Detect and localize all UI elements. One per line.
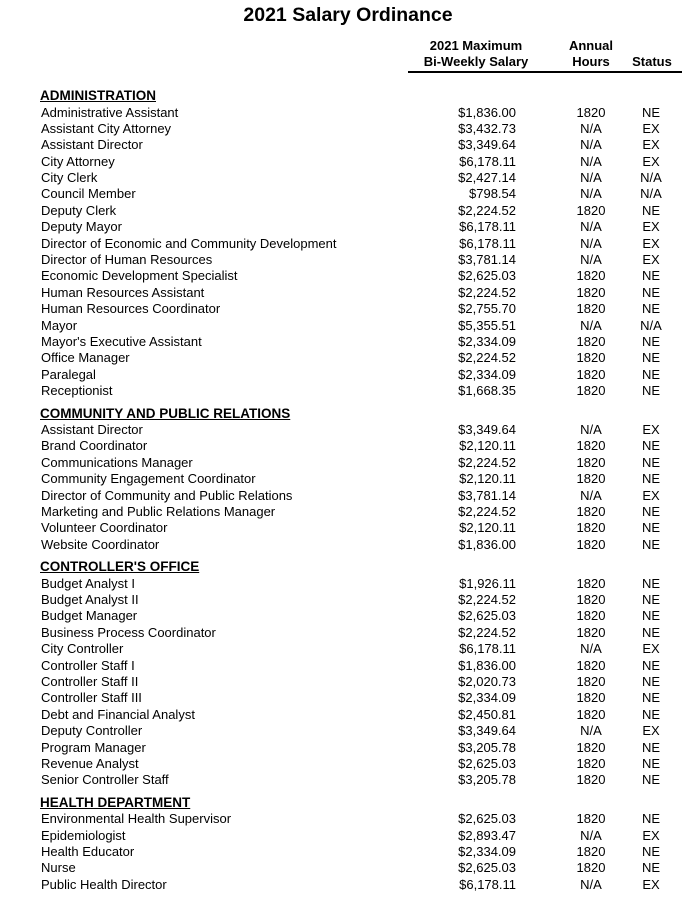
- job-title: Receptionist: [41, 383, 113, 399]
- job-title: Director of Human Resources: [41, 252, 213, 268]
- section: [0, 559, 696, 789]
- job-title: City Clerk: [41, 170, 98, 186]
- salary-value: $5,355.51: [458, 317, 516, 333]
- status-value: NE: [641, 811, 661, 827]
- salary-value: $2,120.11: [459, 520, 516, 536]
- status-value: NE: [641, 536, 661, 552]
- table-row: [0, 154, 696, 170]
- job-title: Deputy Mayor: [41, 219, 122, 235]
- table-row: [0, 438, 696, 454]
- hours-value: 1820: [576, 202, 606, 218]
- status-value: NE: [641, 104, 661, 120]
- table-row: [0, 219, 696, 235]
- salary-value: $1,836.00: [458, 104, 516, 120]
- hours-value: 1820: [576, 690, 606, 706]
- salary-value: $3,349.64: [458, 422, 516, 438]
- table-row: [0, 772, 696, 788]
- salary-value: $6,178.11: [459, 641, 516, 657]
- table-row: [0, 608, 696, 624]
- table-row: [0, 252, 696, 268]
- hours-value: 1820: [576, 608, 606, 624]
- job-title: Revenue Analyst: [41, 755, 139, 771]
- salary-value: $2,224.52: [458, 503, 516, 519]
- salary-value: $2,120.11: [459, 438, 516, 454]
- job-title: Mayor's Executive Assistant: [41, 333, 202, 349]
- job-title: Deputy Clerk: [41, 202, 117, 218]
- hours-value: 1820: [576, 438, 606, 454]
- job-title: Marketing and Public Relations Manager: [41, 503, 276, 519]
- table-row: [0, 576, 696, 592]
- salary-value: $6,178.11: [459, 219, 516, 235]
- job-title: Assistant Director: [41, 422, 143, 438]
- salary-value: $1,836.00: [458, 536, 516, 552]
- status-value: NE: [641, 860, 661, 876]
- job-title: Economic Development Specialist: [41, 268, 238, 284]
- hours-value: 1820: [576, 844, 606, 860]
- hours-value: N/A: [580, 827, 602, 843]
- status-value: NE: [641, 383, 661, 399]
- salary-value: $1,668.35: [458, 383, 516, 399]
- job-title: Website Coordinator: [41, 536, 160, 552]
- salary-table: [0, 88, 696, 899]
- status-value: EX: [642, 137, 660, 153]
- status-value: EX: [642, 235, 660, 251]
- table-row: [0, 121, 696, 137]
- hours-value: 1820: [576, 860, 606, 876]
- salary-value: $3,205.78: [458, 739, 516, 755]
- salary-value: $2,224.52: [458, 202, 516, 218]
- status-value: NE: [641, 592, 661, 608]
- status-value: EX: [642, 252, 660, 268]
- job-title: Assistant Director: [41, 137, 143, 153]
- status-value: EX: [642, 153, 660, 169]
- salary-value: $2,334.09: [458, 366, 516, 382]
- salary-value: $2,450.81: [458, 706, 516, 722]
- job-title: Nurse: [41, 860, 76, 876]
- hours-value: 1820: [576, 674, 606, 689]
- hours-value: 1820: [576, 536, 606, 552]
- status-value: EX: [642, 219, 660, 235]
- job-title: Controller Staff III: [41, 690, 142, 706]
- status-value: NE: [641, 268, 661, 284]
- table-row: [0, 455, 696, 471]
- salary-value: $3,781.14: [458, 487, 516, 503]
- status-value: NE: [641, 772, 661, 788]
- table-row: [0, 350, 696, 366]
- job-title: Public Health Director: [41, 876, 167, 892]
- hours-value: 1820: [576, 284, 606, 300]
- table-row: [0, 186, 696, 202]
- hours-value: 1820: [576, 592, 606, 608]
- salary-value: $2,120.11: [459, 471, 516, 487]
- table-row: [0, 422, 696, 438]
- hours-value: N/A: [580, 252, 602, 268]
- table-row: [0, 334, 696, 350]
- salary-value: $3,349.64: [458, 137, 516, 153]
- table-row: [0, 367, 696, 383]
- status-value: EX: [642, 422, 660, 438]
- salary-value: $2,625.03: [458, 608, 516, 624]
- job-title: Mayor: [41, 317, 78, 333]
- hours-value: N/A: [580, 170, 602, 186]
- hours-value: 1820: [576, 350, 606, 366]
- job-title: Council Member: [41, 186, 136, 202]
- hours-value: 1820: [576, 454, 606, 470]
- status-value: NE: [641, 674, 661, 689]
- hours-value: N/A: [580, 219, 602, 235]
- job-title: Program Manager: [41, 739, 146, 755]
- table-row: [0, 641, 696, 657]
- salary-value: $2,334.09: [458, 690, 516, 706]
- status-value: NE: [641, 366, 661, 382]
- job-title: City Controller: [41, 641, 124, 657]
- status-value: EX: [642, 827, 660, 843]
- hours-value: N/A: [580, 120, 602, 136]
- column-header-salary-line1: 2021 Maximum: [429, 38, 523, 53]
- status-value: EX: [642, 723, 660, 739]
- hours-value: 1820: [576, 772, 606, 788]
- column-header-hours-line1: Annual: [568, 38, 614, 53]
- salary-value: $2,625.03: [458, 811, 516, 827]
- status-value: N/A: [640, 186, 662, 202]
- header-rule: [408, 71, 682, 73]
- table-row: [0, 592, 696, 608]
- salary-value: $2,224.52: [458, 592, 516, 608]
- job-title: Epidemiologist: [41, 827, 126, 843]
- status-value: NE: [641, 690, 661, 706]
- hours-value: 1820: [576, 657, 606, 673]
- salary-value: $2,625.03: [458, 860, 516, 876]
- section: [0, 795, 696, 893]
- job-title: Debt and Financial Analyst: [41, 706, 195, 722]
- table-row: [0, 537, 696, 553]
- table-row: [0, 520, 696, 536]
- table-row: [0, 318, 696, 334]
- table-row: [0, 740, 696, 756]
- salary-value: $2,625.03: [458, 755, 516, 771]
- job-title: Budget Analyst II: [41, 592, 139, 608]
- status-value: NE: [641, 503, 661, 519]
- table-row: [0, 137, 696, 153]
- status-value: NE: [641, 739, 661, 755]
- status-value: NE: [641, 844, 661, 860]
- hours-value: N/A: [580, 153, 602, 169]
- job-title: Director of Economic and Community Development: [41, 235, 337, 251]
- hours-value: 1820: [576, 383, 606, 399]
- status-value: NE: [641, 284, 661, 300]
- salary-value: $3,432.73: [458, 120, 516, 136]
- hours-value: 1820: [576, 503, 606, 519]
- job-title: Community Engagement Coordinator: [41, 471, 256, 487]
- hours-value: N/A: [580, 641, 602, 657]
- status-value: EX: [642, 876, 660, 892]
- status-value: NE: [641, 333, 661, 349]
- table-row: [0, 383, 696, 399]
- table-row: [0, 268, 696, 284]
- job-title: Environmental Health Supervisor: [41, 811, 232, 827]
- job-title: Administrative Assistant: [41, 104, 179, 120]
- table-row: [0, 471, 696, 487]
- table-row: [0, 504, 696, 520]
- document-title: 2021 Salary Ordinance: [243, 4, 453, 26]
- hours-value: N/A: [580, 317, 602, 333]
- hours-value: 1820: [576, 624, 606, 640]
- job-title: Human Resources Assistant: [41, 284, 205, 300]
- job-title: Director of Community and Public Relations: [41, 487, 293, 503]
- status-value: N/A: [640, 317, 662, 333]
- job-title: Senior Controller Staff: [41, 772, 169, 788]
- table-row: [0, 756, 696, 772]
- status-value: NE: [641, 520, 661, 536]
- hours-value: 1820: [576, 706, 606, 722]
- job-title: Assistant City Attorney: [41, 120, 172, 136]
- job-title: Brand Coordinator: [41, 438, 148, 454]
- table-row: [0, 488, 696, 504]
- status-value: NE: [641, 706, 661, 722]
- salary-value: $6,178.11: [459, 235, 516, 251]
- section: [0, 88, 696, 400]
- table-row: [0, 285, 696, 301]
- job-title: Budget Manager: [41, 608, 138, 624]
- table-row: [0, 301, 696, 317]
- salary-value: $3,205.78: [458, 772, 516, 788]
- table-row: [0, 860, 696, 876]
- salary-value: $2,625.03: [458, 268, 516, 284]
- table-row: [0, 828, 696, 844]
- status-value: NE: [641, 657, 661, 673]
- hours-value: 1820: [576, 755, 606, 771]
- salary-value: $3,349.64: [458, 723, 516, 739]
- salary-value: $3,781.14: [458, 252, 516, 268]
- hours-value: N/A: [580, 186, 602, 202]
- salary-value: $2,224.52: [458, 624, 516, 640]
- section-title: COMMUNITY AND PUBLIC RELATIONS: [40, 405, 291, 421]
- hours-value: 1820: [576, 301, 606, 317]
- status-value: NE: [641, 454, 661, 470]
- status-value: NE: [641, 575, 661, 591]
- hours-value: N/A: [580, 235, 602, 251]
- job-title: Business Process Coordinator: [41, 624, 216, 640]
- salary-value: $1,836.00: [458, 657, 516, 673]
- status-value: NE: [641, 471, 661, 487]
- hours-value: 1820: [576, 366, 606, 382]
- table-row: [0, 723, 696, 739]
- status-value: NE: [641, 755, 661, 771]
- table-row: [0, 811, 696, 827]
- hours-value: N/A: [580, 422, 602, 438]
- hours-value: N/A: [580, 137, 602, 153]
- hours-value: 1820: [576, 471, 606, 487]
- table-row: [0, 170, 696, 186]
- job-title: Controller Staff II: [41, 674, 139, 689]
- table-row: [0, 625, 696, 641]
- table-row: [0, 236, 696, 252]
- status-value: EX: [642, 641, 660, 657]
- hours-value: 1820: [576, 575, 606, 591]
- hours-value: N/A: [580, 723, 602, 739]
- status-value: NE: [641, 624, 661, 640]
- salary-value: $2,224.52: [458, 454, 516, 470]
- table-row: [0, 105, 696, 121]
- salary-value: $2,755.70: [458, 301, 516, 317]
- section: [0, 406, 696, 554]
- hours-value: N/A: [580, 876, 602, 892]
- salary-value: $798.54: [469, 186, 516, 202]
- column-header-salary-line2: Bi-Weekly Salary: [423, 54, 529, 69]
- status-value: N/A: [640, 170, 662, 186]
- hours-value: 1820: [576, 811, 606, 827]
- job-title: Office Manager: [41, 350, 130, 366]
- table-row: [0, 707, 696, 723]
- table-row: [0, 674, 696, 690]
- salary-value: $2,427.14: [458, 170, 516, 186]
- hours-value: 1820: [576, 520, 606, 536]
- job-title: Deputy Controller: [41, 723, 143, 739]
- salary-value: $6,178.11: [459, 153, 516, 169]
- column-header-hours: [556, 38, 626, 70]
- salary-value: $2,224.52: [458, 284, 516, 300]
- job-title: Human Resources Coordinator: [41, 301, 221, 317]
- job-title: Communications Manager: [41, 454, 193, 470]
- table-row: [0, 658, 696, 674]
- salary-value: $2,020.73: [458, 674, 516, 689]
- table-row: [0, 877, 696, 893]
- job-title: Controller Staff I: [41, 657, 135, 673]
- section-title: ADMINISTRATION: [40, 88, 156, 103]
- job-title: City Attorney: [41, 153, 115, 169]
- table-row: [0, 690, 696, 706]
- status-value: NE: [641, 438, 661, 454]
- status-value: NE: [641, 202, 661, 218]
- section-title: CONTROLLER'S OFFICE: [40, 559, 200, 575]
- status-value: NE: [641, 301, 661, 317]
- job-title: Budget Analyst I: [41, 575, 135, 591]
- status-value: EX: [642, 120, 660, 136]
- hours-value: 1820: [576, 333, 606, 349]
- salary-value: $2,893.47: [458, 827, 516, 843]
- column-header-salary: [408, 38, 544, 70]
- table-row: [0, 844, 696, 860]
- status-value: NE: [641, 350, 661, 366]
- job-title: Health Educator: [41, 844, 135, 860]
- salary-value: $1,926.11: [459, 575, 516, 591]
- salary-value: $2,334.09: [458, 844, 516, 860]
- column-header-status: Status: [632, 54, 672, 69]
- salary-value: $6,178.11: [459, 876, 516, 892]
- job-title: Volunteer Coordinator: [41, 520, 168, 536]
- hours-value: 1820: [576, 104, 606, 120]
- salary-value: $2,334.09: [458, 333, 516, 349]
- hours-value: N/A: [580, 487, 602, 503]
- status-value: NE: [641, 608, 661, 624]
- table-row: [0, 203, 696, 219]
- salary-value: $2,224.52: [458, 350, 516, 366]
- job-title: Paralegal: [41, 366, 96, 382]
- hours-value: 1820: [576, 739, 606, 755]
- status-value: EX: [642, 487, 660, 503]
- section-title: HEALTH DEPARTMENT: [40, 794, 191, 810]
- hours-value: 1820: [576, 268, 606, 284]
- column-header-hours-line2: Hours: [572, 54, 610, 69]
